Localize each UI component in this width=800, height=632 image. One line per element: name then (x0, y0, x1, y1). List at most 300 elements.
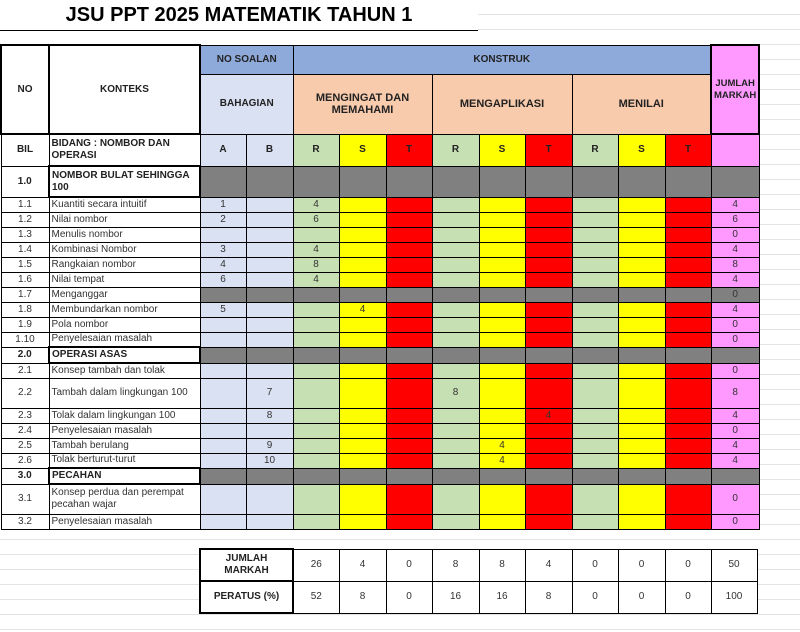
row-konteks[interactable]: Tolak berturut-turut (49, 453, 200, 468)
cell-mark-r[interactable] (572, 468, 618, 484)
summary-value[interactable]: 0 (572, 581, 618, 613)
cell-mark-r[interactable] (432, 257, 479, 272)
cell-mark-t[interactable] (525, 242, 572, 257)
cell-mark-s[interactable] (339, 468, 386, 484)
cell-mark-t[interactable] (386, 468, 432, 484)
cell-mark-s[interactable] (479, 468, 525, 484)
cell-mark-r[interactable] (432, 287, 479, 302)
summary-value[interactable]: 16 (432, 581, 479, 613)
cell-mark-t[interactable] (525, 363, 572, 378)
cell-mark-r[interactable] (293, 423, 339, 438)
cell-a[interactable] (200, 484, 246, 514)
cell-mark-s[interactable] (479, 257, 525, 272)
cell-mark-t[interactable] (665, 302, 711, 317)
cell-mark-t[interactable] (386, 302, 432, 317)
cell-mark-r[interactable] (572, 514, 618, 529)
cell-mark-t[interactable] (525, 514, 572, 529)
cell-jumlah[interactable]: 4 (711, 438, 759, 453)
cell-jumlah[interactable]: 8 (711, 378, 759, 408)
summary-value[interactable]: 0 (618, 549, 665, 581)
row-konteks[interactable]: Penyelesaian masalah (49, 423, 200, 438)
cell-mark-t[interactable] (525, 332, 572, 347)
cell-mark-s[interactable] (479, 408, 525, 423)
cell-jumlah[interactable]: 6 (711, 212, 759, 227)
cell-jumlah[interactable]: 0 (711, 227, 759, 242)
cell-mark-r[interactable] (572, 438, 618, 453)
cell-mark-r[interactable] (432, 212, 479, 227)
row-number[interactable]: 2.2 (1, 378, 49, 408)
row-konteks[interactable]: Tambah dalam lingkungan 100 (49, 378, 200, 408)
cell-mark-s[interactable] (618, 332, 665, 347)
cell-jumlah[interactable]: 0 (711, 423, 759, 438)
cell-mark-t[interactable] (386, 257, 432, 272)
cell-mark-r[interactable] (572, 272, 618, 287)
cell-mark-s[interactable] (339, 484, 386, 514)
summary-value[interactable]: 0 (572, 549, 618, 581)
cell-mark-s[interactable] (479, 242, 525, 257)
cell-mark-r[interactable] (572, 363, 618, 378)
cell-mark-r[interactable] (432, 453, 479, 468)
cell-mark-s[interactable] (339, 378, 386, 408)
cell-mark-s[interactable] (618, 378, 665, 408)
cell-jumlah[interactable]: 0 (711, 287, 759, 302)
cell-mark-r[interactable] (432, 272, 479, 287)
cell-mark-s[interactable] (618, 317, 665, 332)
cell-b[interactable] (246, 423, 293, 438)
cell-a[interactable]: 2 (200, 212, 246, 227)
summary-value[interactable]: 26 (293, 549, 339, 581)
cell-mark-r[interactable] (432, 423, 479, 438)
cell-mark-s[interactable] (339, 514, 386, 529)
cell-mark-t[interactable] (665, 332, 711, 347)
cell-mark-t[interactable] (665, 514, 711, 529)
cell-mark-r[interactable] (432, 438, 479, 453)
cell-mark-r[interactable] (572, 408, 618, 423)
row-konteks[interactable]: Nilai tempat (49, 272, 200, 287)
cell-jumlah[interactable]: 0 (711, 317, 759, 332)
summary-value[interactable]: 8 (432, 549, 479, 581)
cell-mark-t[interactable] (525, 197, 572, 212)
cell-mark-t[interactable] (665, 287, 711, 302)
row-number[interactable]: 1.4 (1, 242, 49, 257)
cell-mark-t[interactable] (525, 423, 572, 438)
row-konteks[interactable]: OPERASI ASAS (49, 347, 200, 363)
cell-a[interactable] (200, 423, 246, 438)
cell-mark-s[interactable] (618, 197, 665, 212)
cell-jumlah[interactable]: 4 (711, 197, 759, 212)
cell-a[interactable] (200, 317, 246, 332)
summary-value[interactable]: 0 (386, 581, 432, 613)
cell-a[interactable]: 1 (200, 197, 246, 212)
cell-mark-r[interactable]: 4 (293, 197, 339, 212)
cell-mark-r[interactable] (293, 453, 339, 468)
row-konteks[interactable]: Konsep tambah dan tolak (49, 363, 200, 378)
row-number[interactable]: 1.10 (1, 332, 49, 347)
cell-mark-s[interactable]: 4 (479, 453, 525, 468)
cell-mark-s[interactable] (479, 347, 525, 363)
cell-mark-t[interactable] (386, 408, 432, 423)
summary-value[interactable]: 52 (293, 581, 339, 613)
row-konteks[interactable]: Rangkaian nombor (49, 257, 200, 272)
cell-mark-t[interactable] (525, 287, 572, 302)
cell-mark-s[interactable] (479, 332, 525, 347)
row-konteks[interactable]: Kombinasi Nombor (49, 242, 200, 257)
cell-mark-s[interactable] (479, 514, 525, 529)
cell-mark-s[interactable] (618, 212, 665, 227)
cell-mark-s[interactable] (479, 423, 525, 438)
summary-value[interactable]: 8 (339, 581, 386, 613)
cell-jumlah[interactable]: 0 (711, 484, 759, 514)
cell-mark-s[interactable] (339, 423, 386, 438)
row-konteks[interactable]: PECAHAN (49, 468, 200, 484)
cell-mark-s[interactable] (479, 227, 525, 242)
row-konteks[interactable]: Konsep perdua dan perempat pecahan wajar (49, 484, 200, 514)
cell-mark-r[interactable] (572, 347, 618, 363)
cell-mark-r[interactable] (432, 347, 479, 363)
cell-a[interactable] (200, 468, 246, 484)
cell-mark-t[interactable] (525, 166, 572, 197)
row-number[interactable]: 2.6 (1, 453, 49, 468)
cell-mark-r[interactable] (293, 227, 339, 242)
cell-mark-t[interactable] (665, 363, 711, 378)
cell-b[interactable] (246, 302, 293, 317)
cell-mark-t[interactable] (386, 166, 432, 197)
cell-mark-t[interactable] (525, 347, 572, 363)
cell-mark-t[interactable] (386, 514, 432, 529)
summary-value[interactable]: 100 (711, 581, 757, 613)
cell-mark-t[interactable] (525, 453, 572, 468)
cell-mark-r[interactable]: 8 (432, 378, 479, 408)
cell-mark-s[interactable] (339, 347, 386, 363)
cell-mark-t[interactable] (665, 484, 711, 514)
cell-mark-t[interactable] (386, 272, 432, 287)
cell-jumlah[interactable]: 8 (711, 257, 759, 272)
cell-mark-s[interactable] (479, 197, 525, 212)
cell-mark-t[interactable] (525, 378, 572, 408)
cell-mark-r[interactable] (572, 332, 618, 347)
cell-mark-s[interactable] (618, 166, 665, 197)
row-konteks[interactable]: Nilai nombor (49, 212, 200, 227)
cell-mark-t[interactable] (386, 332, 432, 347)
cell-mark-r[interactable] (572, 257, 618, 272)
cell-jumlah[interactable] (711, 468, 759, 484)
row-number[interactable]: 1.3 (1, 227, 49, 242)
cell-mark-t[interactable] (525, 317, 572, 332)
cell-mark-t[interactable] (665, 227, 711, 242)
cell-mark-t[interactable] (386, 378, 432, 408)
cell-mark-s[interactable] (618, 242, 665, 257)
row-number[interactable]: 2.3 (1, 408, 49, 423)
cell-jumlah[interactable] (711, 347, 759, 363)
cell-mark-t[interactable] (665, 408, 711, 423)
cell-mark-s[interactable] (479, 287, 525, 302)
cell-mark-r[interactable] (293, 378, 339, 408)
cell-mark-r[interactable] (432, 514, 479, 529)
row-konteks[interactable]: Kuantiti secara intuitif (49, 197, 200, 212)
row-number[interactable]: 1.5 (1, 257, 49, 272)
cell-mark-s[interactable] (339, 272, 386, 287)
cell-mark-s[interactable] (618, 272, 665, 287)
cell-mark-r[interactable] (432, 332, 479, 347)
row-number[interactable]: 3.0 (1, 468, 49, 484)
cell-mark-s[interactable] (479, 363, 525, 378)
cell-mark-r[interactable]: 4 (293, 242, 339, 257)
cell-mark-t[interactable] (665, 166, 711, 197)
row-konteks[interactable]: NOMBOR BULAT SEHINGGA 100 (49, 166, 200, 197)
summary-value[interactable]: 0 (665, 549, 711, 581)
cell-mark-r[interactable] (572, 302, 618, 317)
cell-a[interactable]: 4 (200, 257, 246, 272)
summary-value[interactable]: 8 (479, 549, 525, 581)
cell-a[interactable] (200, 287, 246, 302)
cell-mark-t[interactable] (525, 212, 572, 227)
cell-mark-t[interactable] (386, 347, 432, 363)
cell-mark-s[interactable] (339, 257, 386, 272)
cell-mark-t[interactable] (665, 272, 711, 287)
cell-jumlah[interactable]: 0 (711, 363, 759, 378)
cell-mark-s[interactable] (618, 484, 665, 514)
cell-a[interactable] (200, 363, 246, 378)
row-konteks[interactable]: Menulis nombor (49, 227, 200, 242)
cell-mark-t[interactable] (386, 242, 432, 257)
cell-b[interactable] (246, 197, 293, 212)
cell-mark-s[interactable] (339, 408, 386, 423)
cell-mark-r[interactable] (293, 468, 339, 484)
cell-mark-s[interactable] (339, 227, 386, 242)
cell-mark-s[interactable] (339, 166, 386, 197)
cell-jumlah[interactable]: 0 (711, 332, 759, 347)
cell-mark-t[interactable] (525, 438, 572, 453)
cell-b[interactable] (246, 484, 293, 514)
cell-mark-r[interactable] (572, 378, 618, 408)
cell-jumlah[interactable]: 4 (711, 242, 759, 257)
cell-mark-t[interactable] (386, 317, 432, 332)
cell-jumlah[interactable]: 4 (711, 302, 759, 317)
summary-value[interactable]: 50 (711, 549, 757, 581)
cell-mark-s[interactable] (479, 212, 525, 227)
cell-b[interactable] (246, 242, 293, 257)
summary-value[interactable]: 0 (618, 581, 665, 613)
cell-b[interactable]: 8 (246, 408, 293, 423)
summary-value[interactable]: 0 (386, 549, 432, 581)
cell-b[interactable] (246, 257, 293, 272)
cell-mark-t[interactable] (525, 257, 572, 272)
row-number[interactable]: 2.4 (1, 423, 49, 438)
cell-mark-r[interactable] (572, 166, 618, 197)
cell-mark-s[interactable] (339, 363, 386, 378)
cell-a[interactable] (200, 378, 246, 408)
summary-value[interactable]: 16 (479, 581, 525, 613)
cell-b[interactable] (246, 332, 293, 347)
cell-mark-s[interactable] (618, 287, 665, 302)
cell-b[interactable] (246, 212, 293, 227)
cell-mark-t[interactable] (525, 468, 572, 484)
cell-mark-t[interactable] (665, 378, 711, 408)
cell-mark-t[interactable] (525, 484, 572, 514)
cell-b[interactable] (246, 363, 293, 378)
cell-mark-t[interactable] (665, 453, 711, 468)
cell-a[interactable] (200, 166, 246, 197)
cell-mark-r[interactable] (293, 363, 339, 378)
cell-b[interactable] (246, 514, 293, 529)
cell-mark-r[interactable] (293, 484, 339, 514)
cell-mark-s[interactable] (618, 453, 665, 468)
cell-a[interactable] (200, 438, 246, 453)
cell-mark-s[interactable]: 4 (339, 302, 386, 317)
cell-b[interactable] (246, 347, 293, 363)
cell-mark-s[interactable] (339, 332, 386, 347)
cell-mark-t[interactable] (665, 468, 711, 484)
cell-mark-r[interactable] (293, 438, 339, 453)
cell-mark-r[interactable] (432, 242, 479, 257)
cell-mark-s[interactable] (339, 317, 386, 332)
cell-jumlah[interactable]: 4 (711, 272, 759, 287)
cell-mark-r[interactable] (432, 197, 479, 212)
cell-mark-s[interactable] (339, 453, 386, 468)
cell-mark-s[interactable] (339, 197, 386, 212)
cell-mark-t[interactable] (386, 453, 432, 468)
cell-mark-s[interactable] (479, 378, 525, 408)
cell-mark-r[interactable] (432, 468, 479, 484)
cell-jumlah[interactable]: 4 (711, 453, 759, 468)
row-konteks[interactable]: Menganggar (49, 287, 200, 302)
cell-mark-s[interactable] (339, 242, 386, 257)
cell-mark-r[interactable] (432, 227, 479, 242)
cell-mark-t[interactable] (665, 423, 711, 438)
cell-mark-r[interactable] (293, 408, 339, 423)
row-konteks[interactable]: Membundarkan nombor (49, 302, 200, 317)
row-number[interactable]: 3.2 (1, 514, 49, 529)
cell-b[interactable] (246, 317, 293, 332)
summary-value[interactable]: 4 (525, 549, 572, 581)
cell-mark-s[interactable] (479, 166, 525, 197)
cell-a[interactable]: 6 (200, 272, 246, 287)
cell-mark-r[interactable] (293, 332, 339, 347)
cell-mark-s[interactable] (479, 317, 525, 332)
row-number[interactable]: 1.2 (1, 212, 49, 227)
cell-mark-r[interactable] (293, 347, 339, 363)
cell-mark-t[interactable] (665, 257, 711, 272)
cell-mark-s[interactable] (618, 257, 665, 272)
cell-mark-s[interactable] (618, 363, 665, 378)
cell-mark-r[interactable] (432, 408, 479, 423)
cell-mark-r[interactable] (432, 166, 479, 197)
cell-mark-r[interactable] (432, 363, 479, 378)
cell-mark-r[interactable] (572, 227, 618, 242)
cell-b[interactable]: 9 (246, 438, 293, 453)
summary-value[interactable]: 8 (525, 581, 572, 613)
cell-mark-t[interactable] (386, 438, 432, 453)
cell-jumlah[interactable]: 4 (711, 408, 759, 423)
row-konteks[interactable]: Penyelesaian masalah (49, 332, 200, 347)
cell-mark-t[interactable] (386, 287, 432, 302)
cell-a[interactable] (200, 453, 246, 468)
cell-b[interactable] (246, 227, 293, 242)
cell-mark-t[interactable] (665, 197, 711, 212)
cell-mark-s[interactable] (479, 302, 525, 317)
cell-b[interactable] (246, 468, 293, 484)
row-number[interactable]: 2.1 (1, 363, 49, 378)
row-number[interactable]: 3.1 (1, 484, 49, 514)
summary-value[interactable]: 0 (665, 581, 711, 613)
cell-b[interactable] (246, 166, 293, 197)
cell-mark-t[interactable] (665, 242, 711, 257)
row-number[interactable]: 1.7 (1, 287, 49, 302)
cell-a[interactable] (200, 347, 246, 363)
cell-mark-r[interactable] (293, 317, 339, 332)
cell-mark-r[interactable] (572, 197, 618, 212)
cell-mark-r[interactable] (293, 287, 339, 302)
cell-mark-r[interactable] (432, 302, 479, 317)
cell-mark-r[interactable]: 6 (293, 212, 339, 227)
cell-mark-r[interactable] (572, 287, 618, 302)
cell-mark-s[interactable] (618, 423, 665, 438)
row-number[interactable]: 2.0 (1, 347, 49, 363)
cell-mark-t[interactable] (665, 438, 711, 453)
cell-mark-s[interactable]: 4 (479, 438, 525, 453)
cell-mark-t[interactable] (525, 272, 572, 287)
row-number[interactable]: 1.8 (1, 302, 49, 317)
cell-a[interactable]: 5 (200, 302, 246, 317)
row-number[interactable]: 1.0 (1, 166, 49, 197)
cell-mark-r[interactable] (293, 514, 339, 529)
cell-mark-t[interactable] (665, 347, 711, 363)
cell-mark-t[interactable] (386, 423, 432, 438)
cell-mark-r[interactable] (572, 317, 618, 332)
cell-b[interactable]: 7 (246, 378, 293, 408)
row-number[interactable]: 1.1 (1, 197, 49, 212)
cell-mark-s[interactable] (339, 438, 386, 453)
cell-mark-s[interactable] (618, 468, 665, 484)
cell-mark-r[interactable] (293, 302, 339, 317)
cell-mark-r[interactable] (572, 423, 618, 438)
cell-mark-r[interactable] (432, 484, 479, 514)
cell-mark-t[interactable] (386, 197, 432, 212)
cell-mark-t[interactable]: 4 (525, 408, 572, 423)
cell-a[interactable]: 3 (200, 242, 246, 257)
cell-mark-s[interactable] (618, 302, 665, 317)
cell-mark-s[interactable] (479, 272, 525, 287)
cell-mark-s[interactable] (618, 438, 665, 453)
cell-mark-r[interactable]: 8 (293, 257, 339, 272)
row-konteks[interactable]: Tolak dalam lingkungan 100 (49, 408, 200, 423)
cell-mark-t[interactable] (665, 212, 711, 227)
cell-mark-s[interactable] (618, 347, 665, 363)
cell-mark-r[interactable] (572, 242, 618, 257)
cell-mark-t[interactable] (525, 302, 572, 317)
row-konteks[interactable]: Penyelesaian masalah (49, 514, 200, 529)
cell-jumlah[interactable] (711, 166, 759, 197)
row-konteks[interactable]: Pola nombor (49, 317, 200, 332)
cell-mark-r[interactable] (432, 317, 479, 332)
cell-mark-s[interactable] (479, 484, 525, 514)
cell-mark-r[interactable] (293, 166, 339, 197)
cell-mark-s[interactable] (618, 514, 665, 529)
cell-mark-s[interactable] (618, 227, 665, 242)
cell-mark-t[interactable] (525, 227, 572, 242)
cell-b[interactable] (246, 287, 293, 302)
row-number[interactable]: 2.5 (1, 438, 49, 453)
cell-mark-s[interactable] (339, 212, 386, 227)
cell-mark-s[interactable] (618, 408, 665, 423)
cell-a[interactable] (200, 514, 246, 529)
cell-mark-t[interactable] (665, 317, 711, 332)
cell-mark-r[interactable]: 4 (293, 272, 339, 287)
row-number[interactable]: 1.6 (1, 272, 49, 287)
cell-a[interactable] (200, 408, 246, 423)
row-konteks[interactable]: Tambah berulang (49, 438, 200, 453)
cell-mark-r[interactable] (572, 484, 618, 514)
